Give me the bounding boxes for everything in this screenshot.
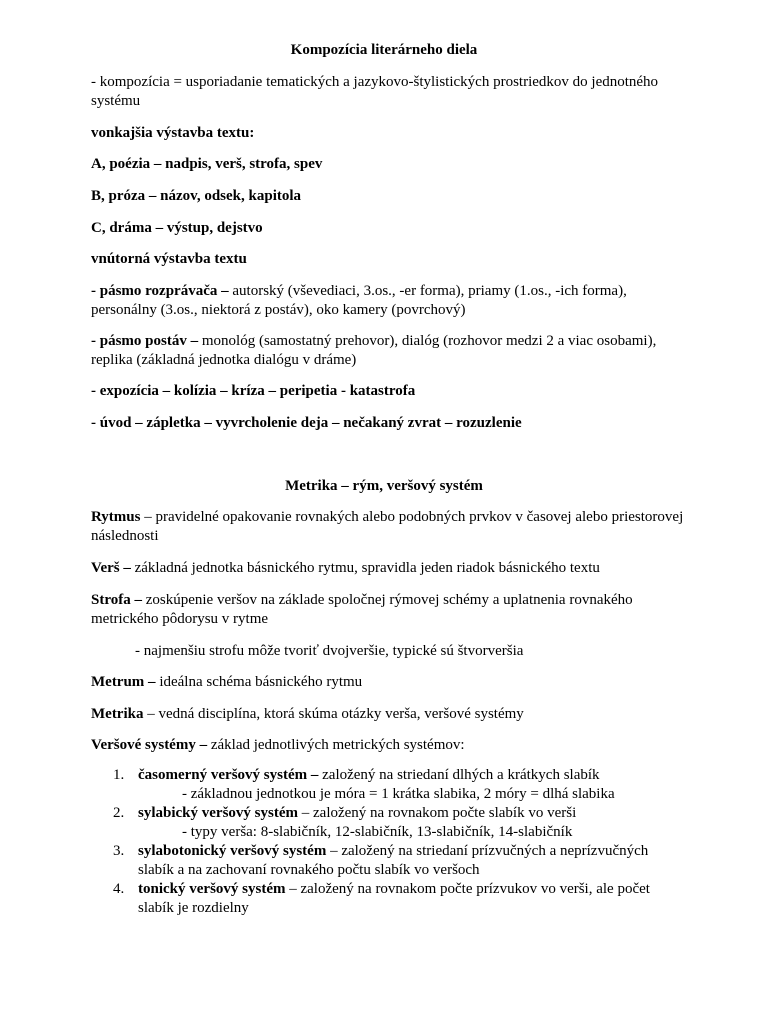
term-pasmo-postav: - pásmo postáv –	[91, 333, 199, 349]
term-vers: Verš –	[91, 560, 131, 576]
heading-vonkajsia	[91, 124, 691, 143]
line-uvod-text: - úvod – zápletka – vyvrcholenie deja – nečakaný zvrat – rozuzlenie	[91, 415, 522, 431]
paragraph-metrika	[91, 705, 691, 724]
system-term: časomerný veršový systém –	[138, 767, 319, 783]
system-desc: – založený na rovnakom počte prízvukov vo verši, ale počet slabík je rozdielny	[138, 881, 650, 916]
list-item	[91, 804, 681, 842]
line-expozicia	[91, 382, 691, 401]
def-versove-systemy: základ jednotlivých metrických systémov:	[207, 737, 465, 753]
def-strofa: zoskúpenie veršov na základe spoločnej rýmovej schémy a uplatnenia rovnakého metrického pôdorysu v rytme	[91, 592, 633, 627]
paragraph-strofa	[91, 591, 691, 629]
list-number: 3.	[113, 843, 125, 859]
paragraph-kompozicia: - kompozícia = usporiadanie tematických a jazykovo-štylistických prostriedkov do jednotného systému	[91, 74, 659, 109]
list-item	[91, 766, 681, 804]
list-number: 2.	[113, 805, 125, 821]
term-metrum: Metrum –	[91, 674, 156, 690]
term-strofa: Strofa –	[91, 592, 142, 608]
paragraph-versove-systemy	[91, 736, 691, 755]
verse-systems-list	[91, 766, 681, 918]
system-sub: - typy verša: 8-slabičník, 12-slabičník, 13-slabičník, 14-slabičník	[182, 824, 573, 840]
heading-vnutorna	[91, 250, 691, 269]
note-strofa: - najmenšiu strofu môže tvoriť dvojveršie, typické sú štvorveršia	[135, 643, 524, 659]
item-poezia-text: A, poézia – nadpis, verš, strofa, spev	[91, 156, 323, 172]
item-proza-text: B, próza – názov, odsek, kapitola	[91, 188, 302, 204]
section-title-kompozicia: Kompozícia literárneho diela	[290, 42, 478, 58]
list-item	[91, 842, 681, 880]
term-versove-systemy: Veršové systémy –	[91, 737, 208, 753]
def-metrum: ideálna schéma básnického rytmu	[155, 674, 363, 690]
system-term: sylabotonický veršový systém	[138, 843, 327, 859]
system-term: tonický veršový systém	[138, 881, 286, 897]
system-sub: - základnou jednotkou je móra = 1 krátka slabika, 2 móry = dlhá slabika	[182, 786, 615, 802]
list-item	[91, 880, 681, 918]
paragraph-pasmo-postav	[91, 332, 691, 370]
paragraph-rytmus	[91, 508, 691, 546]
item-proza	[91, 187, 691, 206]
system-desc: – založený na rovnakom počte slabík vo verši	[298, 805, 577, 821]
section-title-metrika: Metrika – rým, veršový systém	[285, 478, 483, 494]
term-pasmo-rozpravaca: - pásmo rozprávača –	[91, 283, 229, 299]
line-uvod	[91, 414, 691, 433]
list-number: 1.	[113, 767, 125, 783]
item-drama	[91, 219, 691, 238]
list-number: 4.	[113, 881, 125, 897]
paragraph-vers	[91, 559, 691, 578]
paragraph-pasmo-rozpravaca	[91, 282, 691, 320]
item-drama-text: C, dráma – výstup, dejstvo	[91, 220, 263, 236]
def-vers: základná jednotka básnického rytmu, spravidla jeden riadok básnického textu	[130, 560, 600, 576]
def-rytmus: – pravidelné opakovanie rovnakých alebo podobných prvkov v časovej alebo priestorovej následnosti	[91, 509, 684, 544]
system-desc: – založený na striedaní prízvučných a neprízvučných slabík a na zachovaní rovnakého počtu slabík vo veršoch	[138, 843, 649, 878]
system-desc: založený na striedaní dlhých a krátkych slabík	[318, 767, 600, 783]
heading-vonkajsia-text: vonkajšia výstavba textu:	[91, 125, 255, 141]
paragraph-metrum	[91, 673, 691, 692]
heading-vnutorna-text: vnútorná výstavba textu	[91, 251, 247, 267]
def-pasmo-rozpravaca: autorský (vševediaci, 3.os., -er forma), priamy (1.os., -ich forma), personálny (3.os., niektorá z postáv), oko kamery (povrchový)	[91, 283, 627, 318]
def-metrika: – vedná disciplína, ktorá skúma otázky verša, veršové systémy	[143, 706, 524, 722]
item-poezia	[91, 155, 691, 174]
term-rytmus: Rytmus	[91, 509, 141, 525]
def-pasmo-postav: monológ (samostatný prehovor), dialóg (rozhovor medzi 2 a viac osobami), replika (základná jednotka dialógu v dráme)	[91, 333, 657, 368]
term-metrika: Metrika	[91, 706, 144, 722]
line-expozicia-text: - expozícia – kolízia – kríza – peripetia - katastrofa	[91, 383, 416, 399]
system-term: sylabický veršový systém	[138, 805, 298, 821]
